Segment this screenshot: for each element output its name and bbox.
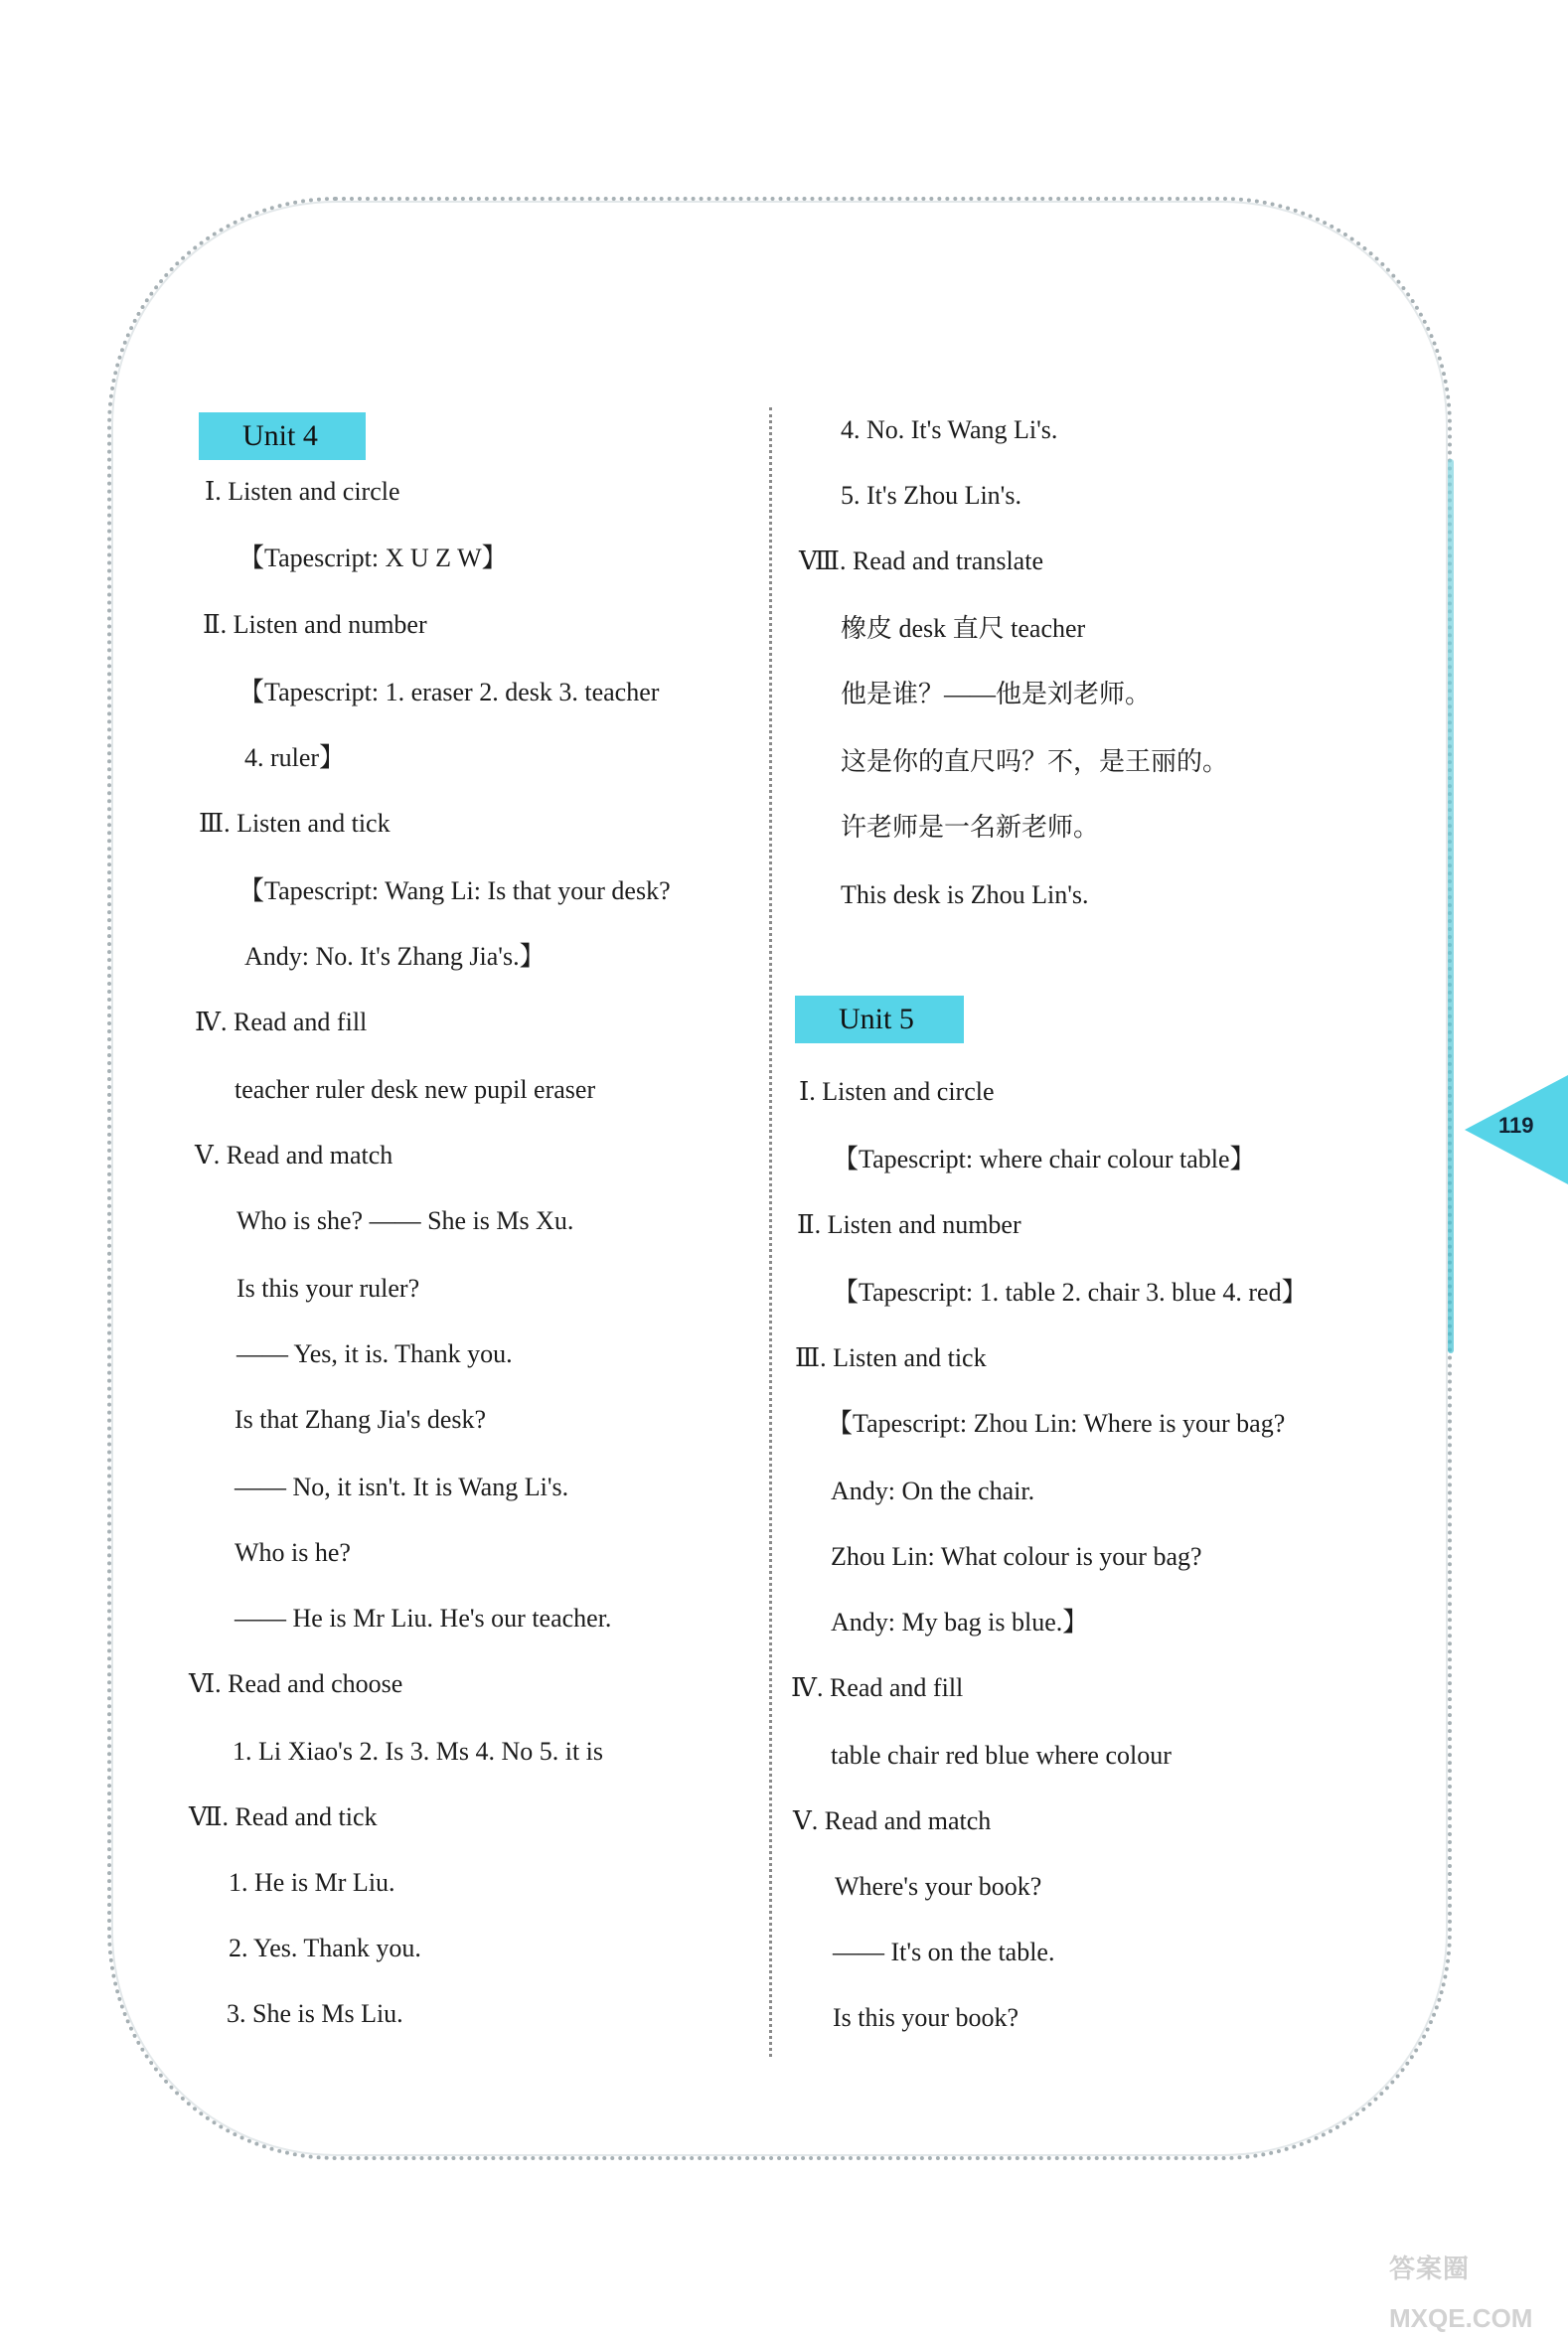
l4-section-8-heading: Ⅷ. Read and translate (799, 546, 1043, 575)
l4-translate-2: 这是你的直尺吗？不，是王丽的。 (841, 747, 1229, 776)
l4-section-5-heading: Ⅴ. Read and match (195, 1141, 393, 1170)
l4-tick-5: 5. It's Zhou Lin's. (841, 481, 1021, 510)
l4-translate-1: 他是谁？——他是刘老师。 (841, 680, 1152, 708)
frame-edge-accent (1448, 459, 1454, 1353)
l4-choose-answers: 1. Li Xiao's 2. Is 3. Ms 4. No 5. it is (233, 1737, 604, 1766)
unit-4-label: Unit 4 (199, 412, 366, 460)
l4-section-4-heading: Ⅳ. Read and fill (195, 1008, 368, 1036)
l4-match-1: Who is she? —— She is Ms Xu. (236, 1206, 574, 1235)
l5-match-1: Where's your book? (835, 1872, 1042, 1901)
l4-tapescript-2b: 4. ruler】 (244, 743, 346, 772)
watermark-brand: 答案圈 (1389, 2254, 1471, 2283)
l4-tapescript-2a: 【Tapescript: 1. eraser 2. desk 3. teacher (238, 678, 660, 706)
l4-match-6: Who is he? (235, 1538, 351, 1567)
l5-tapescript-2: 【Tapescript: 1. table 2. chair 3. blue 4. red】 (833, 1278, 1308, 1307)
l4-fill-words: teacher ruler desk new pupil eraser (235, 1075, 596, 1104)
l4-match-4: Is that Zhang Jia's desk? (235, 1405, 487, 1434)
l5-match-3: Is this your book? (833, 2003, 1019, 2032)
l4-match-2: Is this your ruler? (236, 1274, 420, 1303)
l4-translate-words: 橡皮 desk 直尺 teacher (841, 614, 1086, 643)
l4-match-3: —— Yes, it is. Thank you. (236, 1339, 513, 1368)
l4-section-6-heading: Ⅵ. Read and choose (189, 1669, 403, 1698)
l4-section-7-heading: Ⅶ. Read and tick (189, 1802, 378, 1831)
unit-5-label: Unit 5 (795, 996, 964, 1043)
l5-section-1-heading: Ⅰ. Listen and circle (799, 1077, 995, 1106)
l4-section-3-heading: Ⅲ. Listen and tick (199, 809, 391, 838)
l5-tapescript-3b: Andy: On the chair. (831, 1477, 1035, 1505)
l5-section-4-heading: Ⅳ. Read and fill (791, 1673, 964, 1702)
l4-tick-4: 4. No. It's Wang Li's. (841, 415, 1058, 444)
l4-tapescript-3b: Andy: No. It's Zhang Jia's.】 (244, 942, 546, 971)
l4-match-5: —— No, it isn't. It is Wang Li's. (235, 1473, 569, 1501)
watermark-url: MXQE.COM (1389, 2303, 1533, 2333)
l4-translate-3: 许老师是一名新老师。 (841, 813, 1100, 842)
l4-tick-2: 2. Yes. Thank you. (229, 1934, 421, 1962)
l4-match-7: —— He is Mr Liu. He's our teacher. (235, 1604, 612, 1633)
l5-tapescript-1: 【Tapescript: where chair colour table】 (833, 1145, 1256, 1173)
l5-tapescript-3d: Andy: My bag is blue.】 (831, 1608, 1089, 1637)
l5-tapescript-3c: Zhou Lin: What colour is your bag? (831, 1542, 1202, 1571)
l5-match-2: —— It's on the table. (833, 1938, 1055, 1966)
l5-section-3-heading: Ⅲ. Listen and tick (795, 1343, 987, 1372)
l4-section-1-heading: Ⅰ. Listen and circle (205, 477, 400, 506)
l5-section-5-heading: Ⅴ. Read and match (793, 1806, 992, 1835)
l4-translate-4: This desk is Zhou Lin's. (841, 880, 1089, 909)
l4-tick-1: 1. He is Mr Liu. (229, 1868, 395, 1897)
l4-tapescript-3a: 【Tapescript: Wang Li: Is that your desk? (238, 876, 671, 905)
l5-tapescript-3a: 【Tapescript: Zhou Lin: Where is your bag? (827, 1409, 1286, 1438)
column-divider (769, 407, 772, 2057)
l4-tapescript-1: 【Tapescript: X U Z W】 (238, 544, 508, 572)
page-number: 119 (1498, 1113, 1534, 1138)
l4-tick-3: 3. She is Ms Liu. (227, 1999, 403, 2028)
l5-fill-words: table chair red blue where colour (831, 1741, 1172, 1770)
l4-section-2-heading: Ⅱ. Listen and number (203, 610, 427, 639)
l5-section-2-heading: Ⅱ. Listen and number (797, 1210, 1021, 1239)
